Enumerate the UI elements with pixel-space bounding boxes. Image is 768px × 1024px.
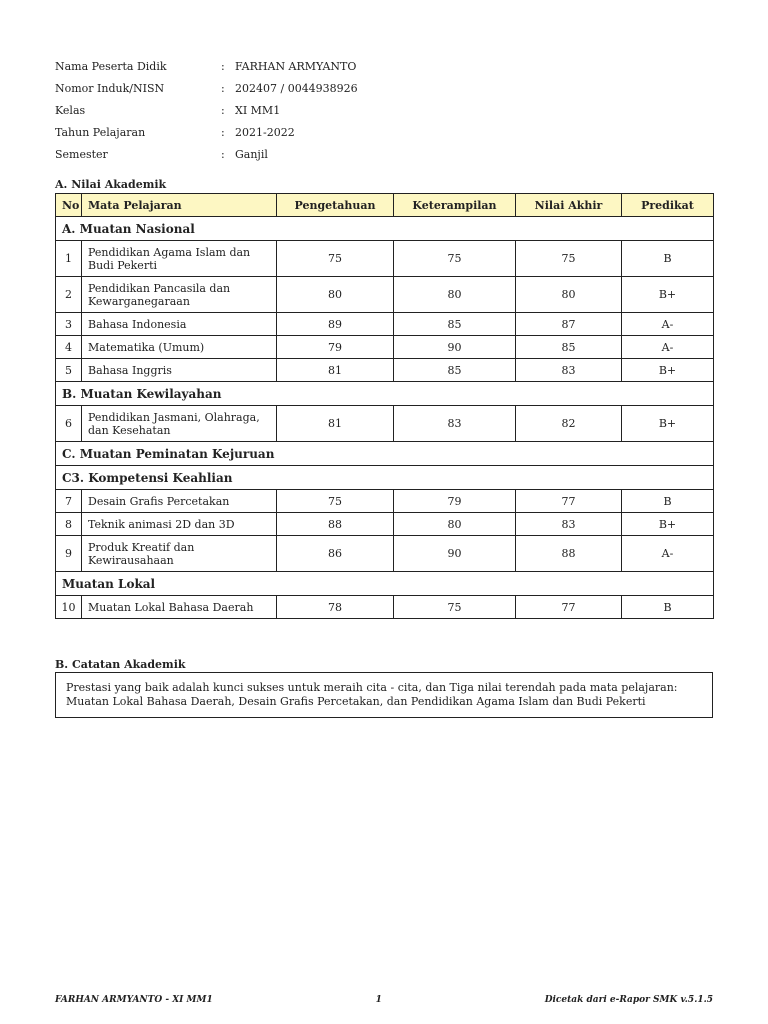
cell-predikat: A- <box>622 536 714 572</box>
table-row <box>56 513 714 536</box>
cell-nilai-akhir: 77 <box>516 490 622 513</box>
table-row <box>56 336 714 359</box>
footer-page-number: 1 <box>375 995 382 1005</box>
cell-subject: Desain Grafis Percetakan <box>82 490 277 513</box>
group-row <box>56 572 714 596</box>
info-separator: : <box>221 103 225 117</box>
cell-predikat: B <box>622 596 714 619</box>
cell-nilai-akhir: 83 <box>516 513 622 536</box>
cell-no: 9 <box>56 536 82 572</box>
cell-no: 10 <box>56 596 82 619</box>
cell-nilai-akhir: 88 <box>516 536 622 572</box>
table-row <box>56 406 714 442</box>
header-predikat: Predikat <box>622 194 714 217</box>
cell-pengetahuan: 75 <box>277 241 394 277</box>
table-row <box>56 596 714 619</box>
table-row <box>56 359 714 382</box>
cell-no: 7 <box>56 490 82 513</box>
info-label: Nama Peserta Didik <box>55 59 167 73</box>
section-b-title: B. Catatan Akademik <box>55 658 186 671</box>
group-title: A. Muatan Nasional <box>56 217 714 241</box>
cell-predikat: B <box>622 490 714 513</box>
cell-keterampilan: 80 <box>394 513 516 536</box>
info-label: Kelas <box>55 103 86 117</box>
info-row-semester <box>55 143 358 165</box>
academic-note: Prestasi yang baik adalah kunci sukses untuk meraih cita - cita, dan Tiga nilai terendah pada mata pelajaran: Muatan Lokal Bahasa Daerah, Desain Grafis Percetakan, dan Pendidikan Agama Islam dan Budi Pekerti <box>55 672 713 718</box>
info-value: FARHAN ARMYANTO <box>235 59 357 73</box>
cell-no: 2 <box>56 277 82 313</box>
cell-subject: Matematika (Umum) <box>82 336 277 359</box>
cell-predikat: B+ <box>622 277 714 313</box>
cell-keterampilan: 83 <box>394 406 516 442</box>
info-value: 202407 / 0044938926 <box>235 81 358 95</box>
info-label: Tahun Pelajaran <box>55 125 146 139</box>
header-pengetahuan: Pengetahuan <box>277 194 394 217</box>
cell-keterampilan: 80 <box>394 277 516 313</box>
group-title: B. Muatan Kewilayahan <box>56 382 714 406</box>
cell-keterampilan: 85 <box>394 359 516 382</box>
group-row <box>56 217 714 241</box>
info-row-nisn <box>55 77 358 99</box>
info-label: Semester <box>55 147 108 161</box>
cell-no: 5 <box>56 359 82 382</box>
cell-predikat: B+ <box>622 359 714 382</box>
section-a-title: A. Nilai Akademik <box>55 178 167 191</box>
info-row-class <box>55 99 358 121</box>
cell-keterampilan: 90 <box>394 536 516 572</box>
header-subject: Mata Pelajaran <box>82 194 277 217</box>
header-keterampilan: Keterampilan <box>394 194 516 217</box>
cell-nilai-akhir: 87 <box>516 313 622 336</box>
footer-student: FARHAN ARMYANTO - XI MM1 <box>55 995 213 1005</box>
grades-table <box>55 193 714 619</box>
cell-subject: Pendidikan Jasmani, Olahraga, dan Kesehatan <box>82 406 277 442</box>
info-row-year <box>55 121 358 143</box>
cell-nilai-akhir: 82 <box>516 406 622 442</box>
cell-no: 4 <box>56 336 82 359</box>
cell-predikat: B+ <box>622 513 714 536</box>
cell-subject: Pendidikan Agama Islam dan Budi Pekerti <box>82 241 277 277</box>
cell-no: 3 <box>56 313 82 336</box>
info-separator: : <box>221 59 225 73</box>
cell-pengetahuan: 88 <box>277 513 394 536</box>
cell-subject: Pendidikan Pancasila dan Kewarganegaraan <box>82 277 277 313</box>
cell-nilai-akhir: 75 <box>516 241 622 277</box>
cell-nilai-akhir: 77 <box>516 596 622 619</box>
table-header-row <box>56 194 714 217</box>
info-separator: : <box>221 147 225 161</box>
footer-printed-by: Dicetak dari e-Rapor SMK v.5.1.5 <box>544 995 713 1005</box>
cell-nilai-akhir: 83 <box>516 359 622 382</box>
group-row <box>56 466 714 490</box>
info-separator: : <box>221 81 225 95</box>
header-nilai-akhir: Nilai Akhir <box>516 194 622 217</box>
group-row <box>56 382 714 406</box>
table-row <box>56 536 714 572</box>
group-title: C. Muatan Peminatan Kejuruan <box>56 442 714 466</box>
cell-subject: Produk Kreatif dan Kewirausahaan <box>82 536 277 572</box>
header-no: No <box>56 194 82 217</box>
cell-subject: Muatan Lokal Bahasa Daerah <box>82 596 277 619</box>
cell-pengetahuan: 80 <box>277 277 394 313</box>
cell-no: 1 <box>56 241 82 277</box>
group-row <box>56 442 714 466</box>
cell-pengetahuan: 86 <box>277 536 394 572</box>
cell-pengetahuan: 81 <box>277 359 394 382</box>
cell-no: 8 <box>56 513 82 536</box>
cell-nilai-akhir: 80 <box>516 277 622 313</box>
cell-pengetahuan: 81 <box>277 406 394 442</box>
table-row <box>56 241 714 277</box>
cell-pengetahuan: 78 <box>277 596 394 619</box>
cell-nilai-akhir: 85 <box>516 336 622 359</box>
cell-keterampilan: 79 <box>394 490 516 513</box>
cell-keterampilan: 85 <box>394 313 516 336</box>
cell-subject: Bahasa Inggris <box>82 359 277 382</box>
table-row <box>56 490 714 513</box>
info-value: Ganjil <box>235 147 268 161</box>
info-value: 2021-2022 <box>235 125 295 139</box>
info-value: XI MM1 <box>235 103 281 117</box>
table-row <box>56 313 714 336</box>
cell-subject: Teknik animasi 2D dan 3D <box>82 513 277 536</box>
group-title: Muatan Lokal <box>56 572 714 596</box>
info-row-name <box>55 55 358 77</box>
cell-predikat: B <box>622 241 714 277</box>
cell-no: 6 <box>56 406 82 442</box>
info-separator: : <box>221 125 225 139</box>
page-footer <box>55 995 713 1005</box>
cell-keterampilan: 75 <box>394 596 516 619</box>
group-title: C3. Kompetensi Keahlian <box>56 466 714 490</box>
table-row <box>56 277 714 313</box>
cell-pengetahuan: 75 <box>277 490 394 513</box>
cell-predikat: A- <box>622 313 714 336</box>
cell-predikat: B+ <box>622 406 714 442</box>
cell-keterampilan: 90 <box>394 336 516 359</box>
cell-pengetahuan: 89 <box>277 313 394 336</box>
cell-keterampilan: 75 <box>394 241 516 277</box>
cell-predikat: A- <box>622 336 714 359</box>
info-label: Nomor Induk/NISN <box>55 81 165 95</box>
cell-subject: Bahasa Indonesia <box>82 313 277 336</box>
cell-pengetahuan: 79 <box>277 336 394 359</box>
student-info <box>55 55 358 165</box>
